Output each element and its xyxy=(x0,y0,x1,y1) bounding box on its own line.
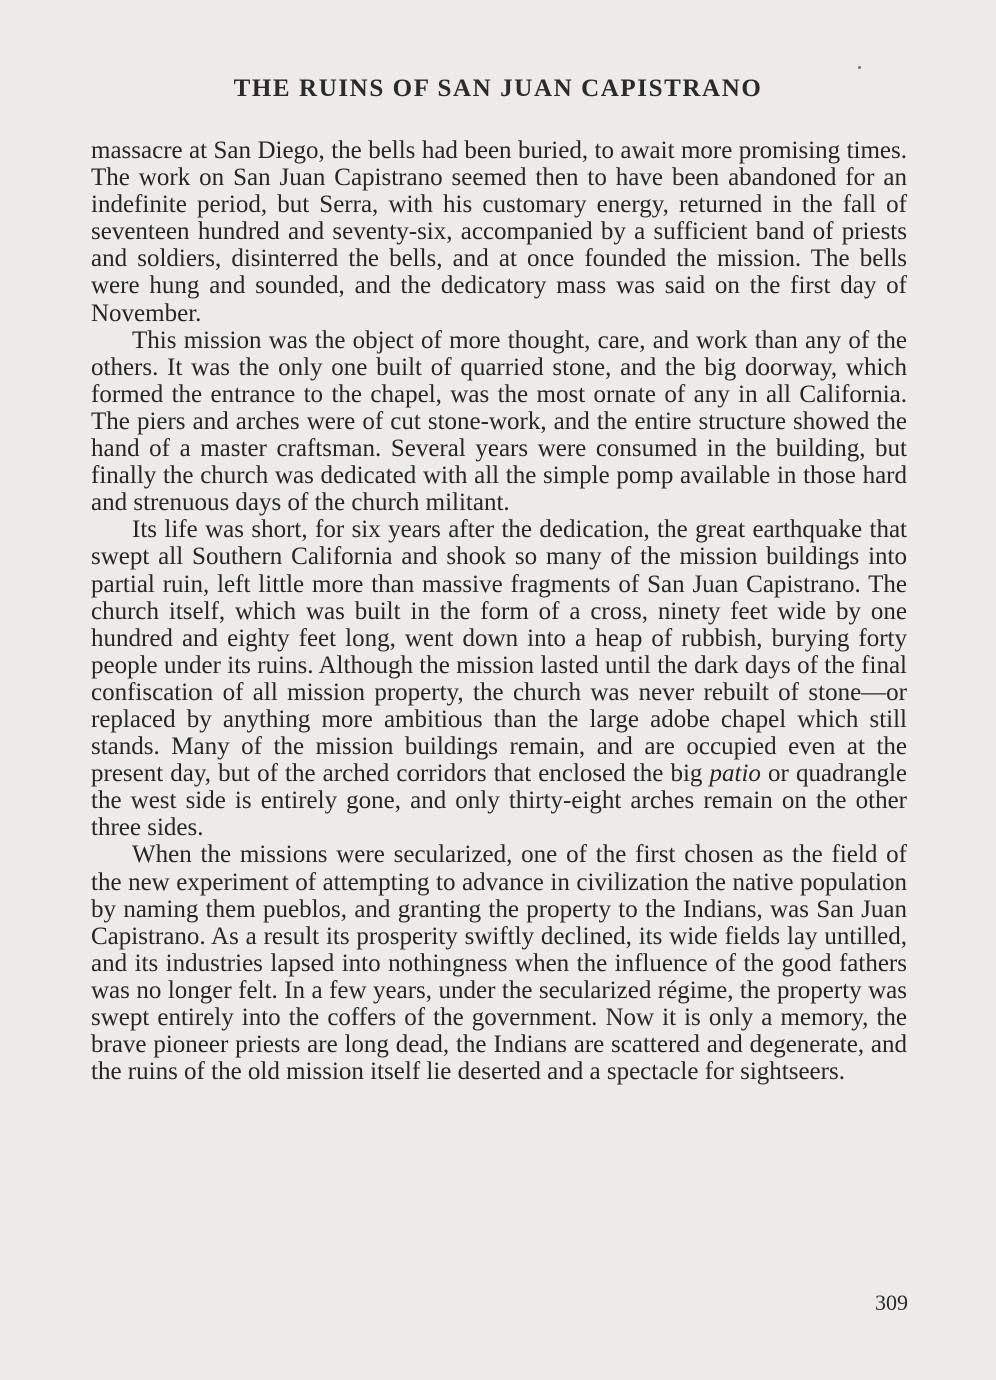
patio-italic: patio xyxy=(709,760,761,788)
paragraph-1: massacre at San Diego, the bells had been buried, to await more promising times. The work on San Juan Capistrano seemed then to have been abandoned for an indefinite period, but Serra, with his customary energy, returned in the fall of seventeen hundred and seventy-six, accompanied by a sufficient band of priests and soldiers, disinterred the bells, and at once founded the mission. The bells were hung and sounded, and the dedicatory mass was said on the first day of November. xyxy=(91,137,907,327)
paragraph-3-text-before: Its life was short, for six years after the dedication, the great earthquake that swept all Southern California and shook so many of the mission buildings into partial ruin, left little more than massive fragments of San Juan Capistrano. The church itself, which was built in the form of a cross, ninety feet wide by one hundred and eighty feet long, went down into a heap of rubbish, burying forty people under its ruins. Although the mission lasted until the dark days of the final confiscation of all mission property, the church was never rebuilt of stone—or replaced by anything more ambitious than the large adobe chapel which still stands. Many of the mission buildings remain, and are occupied even at the present day, but of the arched corridors that enclosed the big xyxy=(91,516,907,788)
paragraph-2: This mission was the object of more thought, care, and work than any of the others. It was the only one built of quarried stone, and the big doorway, which formed the entrance to the chapel, was the most ornate of any in all California. The piers and arches were of cut stone-work, and the entire structure showed the hand of a master craftsman. Several years were consumed in the building, but finally the church was dedicated with all the simple pomp available in those hard and strenuous days of the church militant. xyxy=(91,326,907,517)
page-number: 309 xyxy=(875,1290,908,1315)
running-head: THE RUINS OF SAN JUAN CAPISTRANO xyxy=(233,75,763,102)
paragraph-4: When the missions were secularized, one of the first chosen as the field of the new experiment of attempting to advance in civilization the native population by naming them pueblos, and granting the property to the Indians, was San Juan Capistrano. As a result its prosperity swiftly declined, its wide fields lay untilled, and its industries lapsed into nothingness when the influence of the good fathers was no longer felt. In a few years, under the secularized régime, the property was swept entirely into the coffers of the government. Now it is only a memory, the brave pioneer priests are long dead, the Indians are scattered and degenerate, and the ruins of the old mission itself lie deserted and a spectacle for sightseers. xyxy=(91,841,907,1086)
paragraph-3 xyxy=(91,516,907,841)
paragraph-3-text-after: or quadrangle the west side is entirely gone, and only thirty-eight arches remain on the other three sides. xyxy=(91,760,908,842)
ink-speck xyxy=(858,66,861,69)
body-text xyxy=(91,137,907,1085)
